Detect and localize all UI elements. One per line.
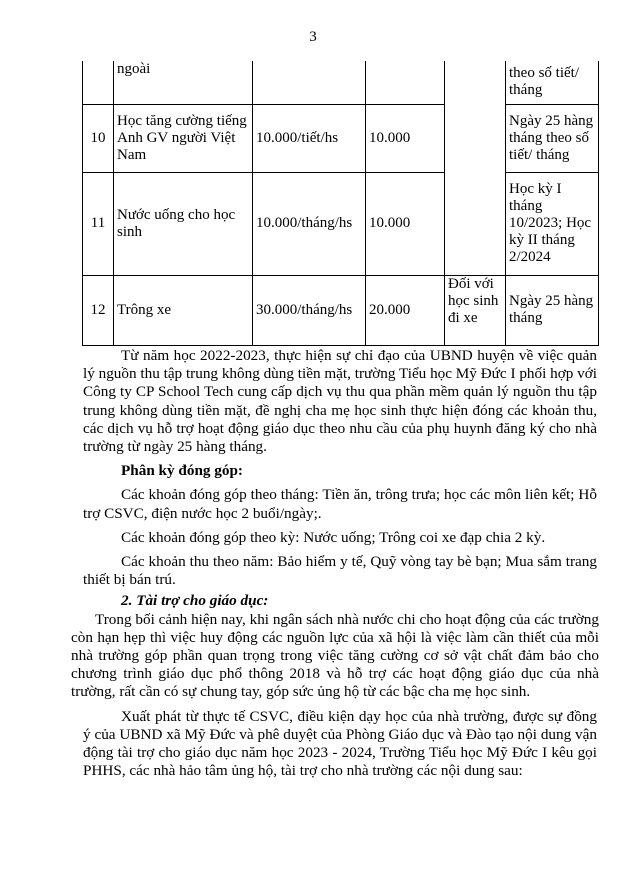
fee-name: Học tăng cường tiếng Anh GV người Việt Nam (114, 104, 253, 172)
table-row (83, 275, 599, 345)
fee-amount: 10.000 (366, 104, 445, 172)
table-row (83, 172, 599, 275)
collection-time: Ngày 25 hàng tháng theo số tiết/ tháng (506, 104, 599, 172)
paragraph-per-term: Các khoản đóng góp theo kỳ: Nước uống; Trông coi xe đạp chia 2 kỳ. (121, 528, 546, 546)
fee-name: Nước uống cho học sinh (114, 172, 253, 275)
fee-rate: 30.000/tháng/hs (253, 275, 366, 345)
table-row (83, 61, 599, 104)
installments-heading: Phân kỳ đóng góp: (121, 462, 243, 480)
row-number: 11 (83, 172, 114, 275)
fee-amount (366, 61, 445, 104)
fee-rate (253, 61, 366, 104)
fee-rate: 10.000/tiết/hs (253, 104, 366, 172)
fee-name: ngoài (114, 61, 253, 104)
document-body (71, 347, 599, 780)
collection-time: theo số tiết/ tháng (506, 61, 599, 104)
fee-note: Đối với học sinh đi xe (445, 275, 506, 345)
paragraph-call: Xuất phát từ thực tế CSVC, điều kiện dạy học của nhà trường, được sự đồng ý của UBND xã Mỹ Đức và phê duyệt của Phòng Giáo dục và Đào tạo nội dung vận động tài trợ cho giáo dục năm học 2023 - 2024, Trường Tiểu học Mỹ Đức I kêu gọi PHHS, các nhà hảo tâm ủng hộ, tài trợ cho nhà trường các nội dung sau: (83, 707, 597, 780)
row-number: 12 (83, 275, 114, 345)
collection-time: Học kỳ I tháng 10/2023; Học kỳ II tháng 2/2024 (506, 172, 599, 275)
row-number: 10 (83, 104, 114, 172)
row-number (83, 61, 114, 104)
paragraph-context: Trong bối cảnh hiện nay, khi ngân sách nhà nước chi cho hoạt động của các trường còn hạn hẹp thì việc huy động các nguồn lực của xã hội là việc làm cần thiết của mỗi nhà trường góp phần quan trọng trong việc tăng cường cơ sở vật chất đảm bảo cho chương trình giáo dục phổ thông 2018 và hỗ trợ các hoạt động giáo dục của nhà trường, rất cần có sự chung tay, góp sức ủng hộ từ các bậc cha mẹ học sinh. (71, 610, 599, 701)
paragraph-cashless: Từ năm học 2022-2023, thực hiện sự chỉ đạo của UBND huyện về việc quản lý nguồn thu tập trung không dùng tiền mặt, trường Tiểu học Mỹ Đức I phối hợp với Công ty CP School Tech cung cấp dịch vụ thu qua phần mềm quản lý nguồn thu tập trung không dùng tiền mặt, đề nghị cha mẹ học sinh thực hiện đóng các khoản thu, các dịch vụ hỗ trợ hoạt động giáo dục theo nhu cầu của phụ huynh đăng ký cho nhà trường từ ngày 25 hàng tháng. (83, 347, 597, 456)
collection-time: Ngày 25 hàng tháng (506, 275, 599, 345)
page-number: 3 (309, 29, 317, 45)
fee-note (445, 61, 506, 275)
sponsorship-heading: 2. Tài trợ cho giáo dục: (121, 592, 269, 610)
paragraph-yearly: Các khoản thu theo năm: Bảo hiểm y tế, Quỹ vòng tay bè bạn; Mua sắm trang thiết bị bán trú. (83, 553, 597, 589)
table-row (83, 104, 599, 172)
fee-rate: 10.000/tháng/hs (253, 172, 366, 275)
paragraph-monthly: Các khoản đóng góp theo tháng: Tiền ăn, trông trưa; học các môn liên kết; Hỗ trợ CSVC, điện nước học 2 buổi/ngày;. (83, 486, 597, 522)
fee-table (82, 61, 599, 346)
fee-amount: 10.000 (366, 172, 445, 275)
fee-name: Trông xe (114, 275, 253, 345)
fee-amount: 20.000 (366, 275, 445, 345)
